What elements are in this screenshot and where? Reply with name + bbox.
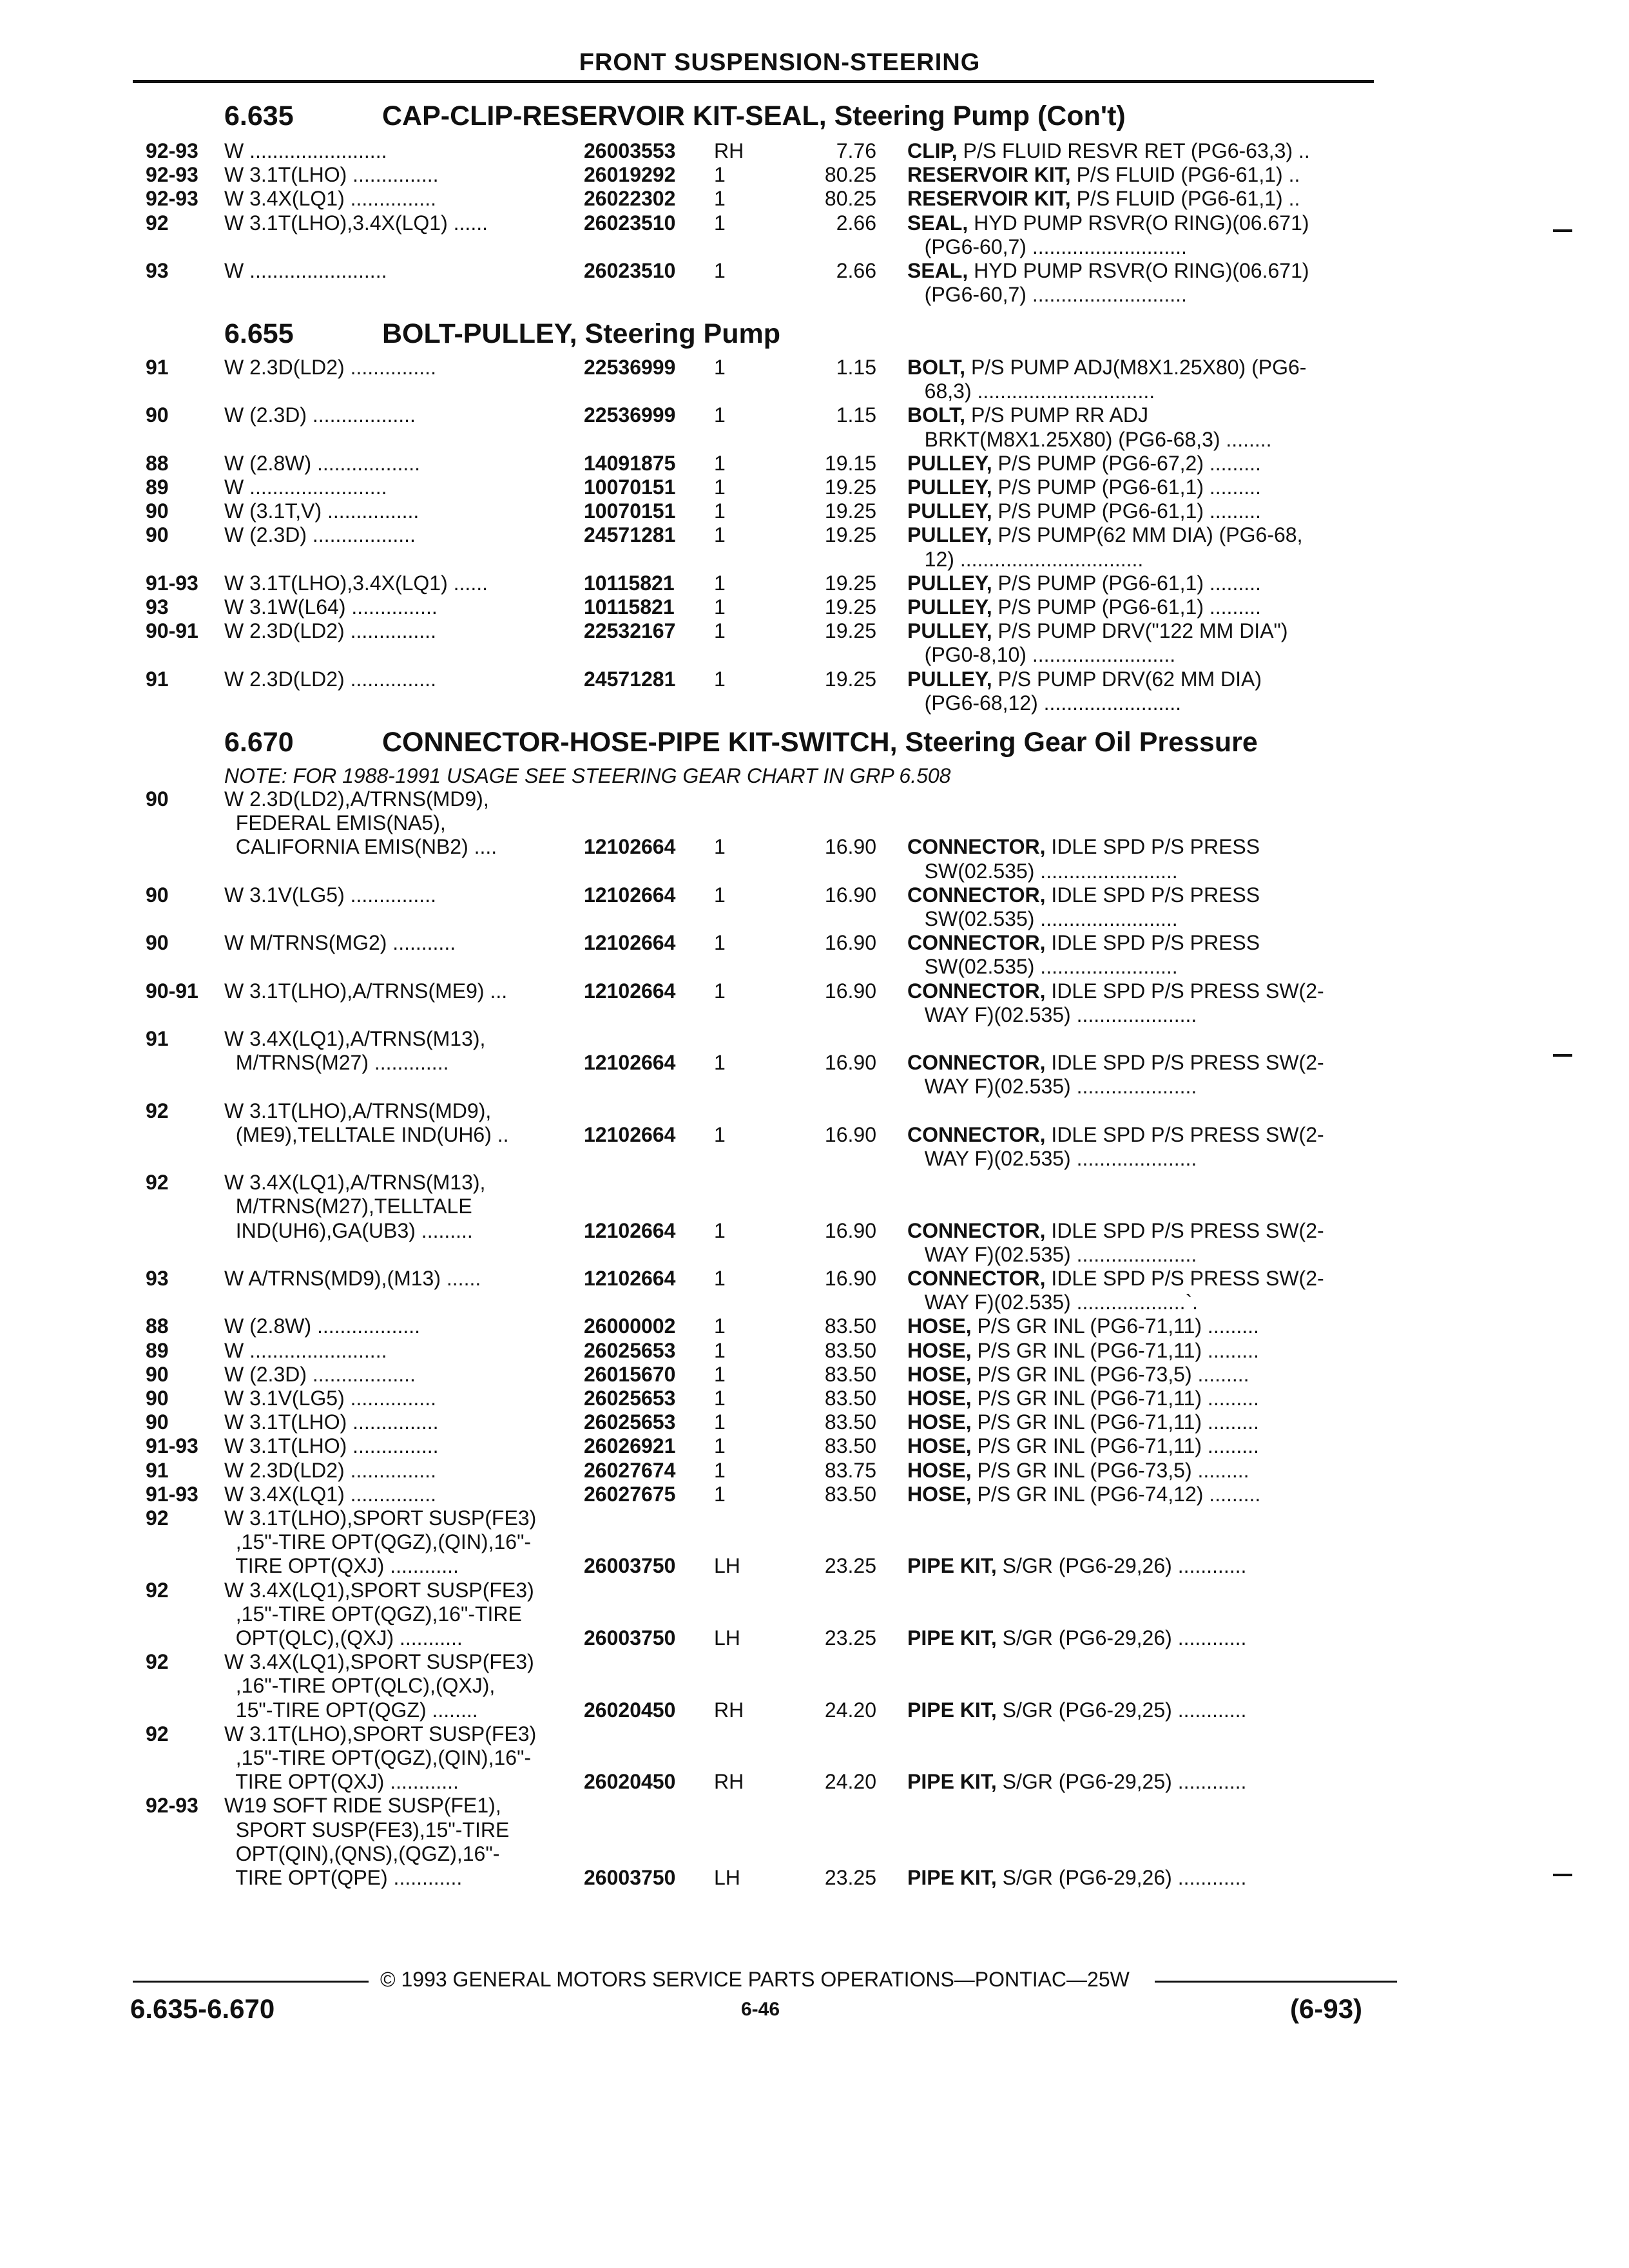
application-desc: W ........................ — [224, 476, 387, 499]
quantity: 1 — [714, 476, 726, 499]
part-number: 26020450 — [584, 1698, 676, 1722]
price: 80.25 — [824, 187, 876, 211]
part-description: SEAL, HYD PUMP RSVR(O RING)(06.671) — [907, 211, 1309, 235]
part-description: PIPE KIT, S/GR (PG6-29,26) ............ — [907, 1866, 1247, 1889]
part-number: 26025653 — [584, 1387, 676, 1410]
price: 19.25 — [824, 571, 876, 595]
part-description: (PG6-68,12) ........................ — [907, 691, 1182, 715]
part-description: HOSE, P/S GR INL (PG6-73,5) ......... — [907, 1362, 1249, 1386]
part-number: 12102664 — [584, 1267, 676, 1290]
margin-tick — [1553, 229, 1572, 232]
part-description: PIPE KIT, S/GR (PG6-29,26) ............ — [907, 1626, 1247, 1649]
model-year: 91-93 — [146, 1482, 198, 1506]
application-desc: ,15"-TIRE OPT(QGZ),16"-TIRE — [224, 1602, 522, 1626]
price: 19.25 — [824, 499, 876, 523]
price: 16.90 — [824, 979, 876, 1003]
model-year: 90 — [146, 787, 169, 811]
margin-tick — [1553, 1874, 1572, 1876]
part-description: CONNECTOR, IDLE SPD P/S PRESS SW(2- — [907, 1122, 1324, 1146]
part-number: 26003750 — [584, 1626, 676, 1649]
application-desc: W (2.3D) .................. — [224, 1362, 416, 1386]
quantity: RH — [714, 1770, 744, 1794]
part-description: HOSE, P/S GR INL (PG6-71,11) ......... — [907, 1387, 1259, 1410]
model-year: 90 — [146, 1410, 169, 1434]
part-description: HOSE, P/S GR INL (PG6-71,11) ......... — [907, 1314, 1259, 1338]
part-description: PULLEY, P/S PUMP (PG6-61,1) ......... — [907, 595, 1261, 619]
price: 83.50 — [824, 1314, 876, 1338]
part-description: PIPE KIT, S/GR (PG6-29,25) ............ — [907, 1698, 1247, 1722]
application-desc: W 3.4X(LQ1),A/TRNS(M13), — [224, 1027, 486, 1050]
part-number: 14091875 — [584, 451, 676, 475]
application-desc: TIRE OPT(QXJ) ............ — [224, 1770, 459, 1794]
model-year: 93 — [146, 1267, 169, 1290]
quantity: 1 — [714, 1387, 726, 1410]
part-description: (PG6-60,7) ........................... — [907, 235, 1187, 258]
usage-note: NOTE: FOR 1988-1991 USAGE SEE STEERING GEAR CHART IN GRP 6.508 — [224, 764, 951, 787]
part-number: 22536999 — [584, 356, 676, 379]
model-year: 92-93 — [146, 187, 198, 211]
part-number: 10070151 — [584, 499, 676, 523]
page-footer — [0, 1952, 1629, 2030]
application-desc: M/TRNS(M27) ............. — [224, 1051, 449, 1075]
part-description: BRKT(M8X1.25X80) (PG6-68,3) ........ — [907, 427, 1272, 451]
margin-tick — [1553, 1054, 1572, 1057]
section-title: CAP-CLIP-RESERVOIR KIT-SEAL, Steering Pump (Con't) — [382, 101, 1126, 131]
model-year: 91 — [146, 1458, 169, 1482]
application-desc: W A/TRNS(MD9),(M13) ...... — [224, 1267, 481, 1290]
part-number: 22532167 — [584, 619, 676, 643]
part-number: 26019292 — [584, 163, 676, 187]
part-description: CONNECTOR, IDLE SPD P/S PRESS SW(2- — [907, 1267, 1324, 1290]
model-year: 92-93 — [146, 139, 198, 162]
quantity: 1 — [714, 667, 726, 691]
model-year: 88 — [146, 1314, 169, 1338]
application-desc: OPT(QLC),(QXJ) ........... — [224, 1626, 463, 1649]
part-number: 12102664 — [584, 883, 676, 907]
part-description: CONNECTOR, IDLE SPD P/S PRESS — [907, 931, 1260, 955]
price: 16.90 — [824, 1122, 876, 1146]
part-description: RESERVOIR KIT, P/S FLUID (PG6-61,1) .. — [907, 187, 1300, 211]
model-year: 90-91 — [146, 979, 198, 1003]
part-description: PULLEY, P/S PUMP (PG6-67,2) ......... — [907, 451, 1261, 475]
quantity: 1 — [714, 499, 726, 523]
part-number: 12102664 — [584, 1122, 676, 1146]
model-year: 91 — [146, 1027, 169, 1050]
price: 1.15 — [836, 403, 876, 427]
part-description: RESERVOIR KIT, P/S FLUID (PG6-61,1) .. — [907, 163, 1300, 187]
part-description: PULLEY, P/S PUMP(62 MM DIA) (PG6-68, — [907, 523, 1303, 547]
part-number: 26026921 — [584, 1434, 676, 1458]
application-desc: W 3.4X(LQ1),SPORT SUSP(FE3) — [224, 1578, 534, 1602]
quantity: 1 — [714, 1338, 726, 1362]
application-desc: W 3.1T(LHO),SPORT SUSP(FE3) — [224, 1506, 537, 1530]
part-description: HOSE, P/S GR INL (PG6-71,11) ......... — [907, 1410, 1259, 1434]
quantity: 1 — [714, 1051, 726, 1075]
application-desc: W 3.4X(LQ1),A/TRNS(M13), — [224, 1171, 486, 1195]
part-description: SW(02.535) ........................ — [907, 859, 1178, 883]
price: 23.25 — [824, 1554, 876, 1578]
model-year: 92 — [146, 1650, 169, 1674]
application-desc: SPORT SUSP(FE3),15"-TIRE — [224, 1818, 510, 1841]
application-desc: TIRE OPT(QXJ) ............ — [224, 1554, 459, 1578]
part-description: CONNECTOR, IDLE SPD P/S PRESS — [907, 835, 1260, 859]
application-desc: W 2.3D(LD2) ............... — [224, 667, 436, 691]
part-number: 22536999 — [584, 403, 676, 427]
model-year: 92 — [146, 1578, 169, 1602]
quantity: 1 — [714, 1410, 726, 1434]
application-desc: W 3.1T(LHO) ............... — [224, 1434, 439, 1458]
quantity: 1 — [714, 1482, 726, 1506]
part-description: SEAL, HYD PUMP RSVR(O RING)(06.671) — [907, 259, 1309, 282]
application-desc: W 3.1T(LHO),3.4X(LQ1) ...... — [224, 571, 488, 595]
price: 16.90 — [824, 1051, 876, 1075]
price: 19.25 — [824, 595, 876, 619]
application-desc: OPT(QIN),(QNS),(QGZ),16"- — [224, 1841, 500, 1865]
part-description: HOSE, P/S GR INL (PG6-73,5) ......... — [907, 1458, 1249, 1482]
section-number: 6.655 — [224, 318, 294, 349]
quantity: 1 — [714, 595, 726, 619]
quantity: 1 — [714, 187, 726, 211]
model-year: 90 — [146, 403, 169, 427]
application-desc: W M/TRNS(MG2) ........... — [224, 931, 456, 955]
price: 83.50 — [824, 1338, 876, 1362]
quantity: 1 — [714, 1362, 726, 1386]
application-desc: W 3.4X(LQ1) ............... — [224, 187, 436, 211]
quantity: 1 — [714, 1434, 726, 1458]
part-description: HOSE, P/S GR INL (PG6-71,11) ......... — [907, 1338, 1259, 1362]
price: 19.25 — [824, 619, 876, 643]
model-year: 90 — [146, 499, 169, 523]
part-description: PULLEY, P/S PUMP (PG6-61,1) ......... — [907, 571, 1261, 595]
model-year: 89 — [146, 476, 169, 499]
part-number: 24571281 — [584, 523, 676, 547]
quantity: RH — [714, 139, 744, 162]
quantity: 1 — [714, 979, 726, 1003]
price: 83.75 — [824, 1458, 876, 1482]
part-number: 10115821 — [584, 595, 675, 619]
footer-rule-left — [133, 1981, 369, 1983]
application-desc: W (2.8W) .................. — [224, 1314, 421, 1338]
section-title: CONNECTOR-HOSE-PIPE KIT-SWITCH, Steering Gear Oil Pressure — [382, 727, 1258, 758]
header-rule — [133, 80, 1374, 83]
part-number: 12102664 — [584, 835, 676, 859]
quantity: RH — [714, 1698, 744, 1722]
part-description: PULLEY, P/S PUMP (PG6-61,1) ......... — [907, 499, 1261, 523]
part-number: 12102664 — [584, 1051, 676, 1075]
part-number: 26003750 — [584, 1866, 676, 1889]
part-description: (PG0-8,10) ......................... — [907, 643, 1176, 667]
application-desc: W 3.1T(LHO),3.4X(LQ1) ...... — [224, 211, 488, 235]
price: 23.25 — [824, 1866, 876, 1889]
model-year: 90 — [146, 931, 169, 955]
part-number: 10115821 — [584, 571, 675, 595]
application-desc: W (3.1T,V) ................ — [224, 499, 419, 523]
quantity: 1 — [714, 1122, 726, 1146]
quantity: 1 — [714, 211, 726, 235]
price: 83.50 — [824, 1434, 876, 1458]
part-description: CONNECTOR, IDLE SPD P/S PRESS SW(2- — [907, 979, 1324, 1003]
application-desc: W 3.1V(LG5) ............... — [224, 883, 436, 907]
part-description: WAY F)(02.535) ...................`. — [907, 1291, 1199, 1314]
model-year: 90 — [146, 1387, 169, 1410]
price: 1.15 — [836, 356, 876, 379]
quantity: 1 — [714, 931, 726, 955]
model-year: 92-93 — [146, 1794, 198, 1818]
application-desc: W 3.1T(LHO),SPORT SUSP(FE3) — [224, 1722, 537, 1745]
model-year: 91-93 — [146, 571, 198, 595]
part-description: BOLT, P/S PUMP RR ADJ — [907, 403, 1148, 427]
model-year: 92 — [146, 1099, 169, 1122]
part-number: 26027675 — [584, 1482, 676, 1506]
part-number: 26027674 — [584, 1458, 676, 1482]
quantity: 1 — [714, 163, 726, 187]
price: 83.50 — [824, 1482, 876, 1506]
part-number: 12102664 — [584, 1218, 676, 1242]
application-desc: (ME9),TELLTALE IND(UH6) .. — [224, 1122, 509, 1146]
application-desc: W ........................ — [224, 1338, 387, 1362]
application-desc: W 3.1V(LG5) ............... — [224, 1387, 436, 1410]
footer-section-range: 6.635-6.670 — [130, 1994, 275, 2024]
application-desc: W 3.1T(LHO),A/TRNS(MD9), — [224, 1099, 492, 1122]
part-description: WAY F)(02.535) ..................... — [907, 1003, 1197, 1026]
part-description: CONNECTOR, IDLE SPD P/S PRESS — [907, 883, 1260, 907]
application-desc: IND(UH6),GA(UB3) ......... — [224, 1218, 473, 1242]
quantity: 1 — [714, 523, 726, 547]
part-description: 68,3) ............................... — [907, 380, 1155, 403]
model-year: 90 — [146, 523, 169, 547]
footer-rule-right — [1155, 1981, 1397, 1983]
part-number: 26020450 — [584, 1770, 676, 1794]
price: 19.25 — [824, 667, 876, 691]
model-year: 91 — [146, 356, 169, 379]
part-number: 26023510 — [584, 211, 676, 235]
price: 24.20 — [824, 1698, 876, 1722]
model-year: 92 — [146, 1506, 169, 1530]
price: 19.25 — [824, 523, 876, 547]
quantity: 1 — [714, 883, 726, 907]
price: 83.50 — [824, 1387, 876, 1410]
model-year: 90-91 — [146, 619, 198, 643]
price: 83.50 — [824, 1410, 876, 1434]
quantity: 1 — [714, 1218, 726, 1242]
application-desc: W 2.3D(LD2),A/TRNS(MD9), — [224, 787, 489, 811]
part-description: CONNECTOR, IDLE SPD P/S PRESS SW(2- — [907, 1218, 1324, 1242]
part-description: WAY F)(02.535) ..................... — [907, 1075, 1197, 1099]
part-number: 26025653 — [584, 1410, 676, 1434]
application-desc: ,15"-TIRE OPT(QGZ),(QIN),16"- — [224, 1746, 532, 1769]
part-description: WAY F)(02.535) ..................... — [907, 1242, 1197, 1266]
quantity: LH — [714, 1554, 740, 1578]
price: 24.20 — [824, 1770, 876, 1794]
quantity: 1 — [714, 571, 726, 595]
part-description: CONNECTOR, IDLE SPD P/S PRESS SW(2- — [907, 1051, 1324, 1075]
model-year: 92 — [146, 211, 169, 235]
model-year: 93 — [146, 595, 169, 619]
application-desc: W (2.8W) .................. — [224, 451, 421, 475]
part-description: CLIP, P/S FLUID RESVR RET (PG6-63,3) .. — [907, 139, 1310, 162]
application-desc: W (2.3D) .................. — [224, 523, 416, 547]
part-description: WAY F)(02.535) ..................... — [907, 1147, 1197, 1170]
footer-page-number: 6-46 — [741, 1999, 780, 2020]
application-desc: W ........................ — [224, 259, 387, 282]
footer-copyright: © 1993 GENERAL MOTORS SERVICE PARTS OPERATIONS—PONTIAC—25W — [380, 1968, 1130, 1991]
application-desc: W 3.1W(L64) ............... — [224, 595, 438, 619]
part-description: SW(02.535) ........................ — [907, 907, 1178, 930]
part-description: HOSE, P/S GR INL (PG6-74,12) ......... — [907, 1482, 1261, 1506]
model-year: 91 — [146, 667, 169, 691]
quantity: 1 — [714, 259, 726, 282]
page-title: FRONT SUSPENSION-STEERING — [579, 49, 981, 76]
application-desc: CALIFORNIA EMIS(NB2) .... — [224, 835, 497, 859]
price: 16.90 — [824, 931, 876, 955]
part-description: 12) ................................ — [907, 547, 1144, 571]
part-description: (PG6-60,7) ........................... — [907, 283, 1187, 307]
model-year: 88 — [146, 451, 169, 475]
section-number: 6.635 — [224, 101, 294, 131]
price: 16.90 — [824, 1267, 876, 1290]
model-year: 92 — [146, 1171, 169, 1195]
quantity: 1 — [714, 1314, 726, 1338]
quantity: 1 — [714, 835, 726, 859]
part-description: PULLEY, P/S PUMP DRV("122 MM DIA") — [907, 619, 1288, 643]
part-description: PIPE KIT, S/GR (PG6-29,25) ............ — [907, 1770, 1247, 1794]
application-desc: W 2.3D(LD2) ............... — [224, 1458, 436, 1482]
model-year: 93 — [146, 259, 169, 282]
part-description: SW(02.535) ........................ — [907, 955, 1178, 979]
part-number: 12102664 — [584, 979, 676, 1003]
application-desc: M/TRNS(M27),TELLTALE — [224, 1195, 472, 1218]
application-desc: W 3.1T(LHO),A/TRNS(ME9) ... — [224, 979, 508, 1003]
part-number: 26023510 — [584, 259, 676, 282]
part-description: HOSE, P/S GR INL (PG6-71,11) ......... — [907, 1434, 1259, 1458]
price: 16.90 — [824, 835, 876, 859]
footer-edition: (6-93) — [1290, 1994, 1363, 2024]
price: 16.90 — [824, 883, 876, 907]
model-year: 89 — [146, 1338, 169, 1362]
price: 80.25 — [824, 163, 876, 187]
price: 83.50 — [824, 1362, 876, 1386]
price: 7.76 — [836, 139, 876, 162]
application-desc: W19 SOFT RIDE SUSP(FE1), — [224, 1794, 501, 1818]
application-desc: ,15"-TIRE OPT(QGZ),(QIN),16"- — [224, 1530, 532, 1554]
application-desc: W 2.3D(LD2) ............... — [224, 619, 436, 643]
price: 19.15 — [824, 451, 876, 475]
application-desc: W 3.4X(LQ1) ............... — [224, 1482, 436, 1506]
application-desc: W 3.4X(LQ1),SPORT SUSP(FE3) — [224, 1650, 534, 1674]
part-number: 26003750 — [584, 1554, 676, 1578]
application-desc: W ........................ — [224, 139, 387, 162]
section-title: BOLT-PULLEY, Steering Pump — [382, 318, 780, 349]
quantity: 1 — [714, 619, 726, 643]
application-desc: W 3.1T(LHO) ............... — [224, 163, 439, 187]
application-desc: TIRE OPT(QPE) ............ — [224, 1866, 463, 1889]
application-desc: W 2.3D(LD2) ............... — [224, 356, 436, 379]
part-description: PIPE KIT, S/GR (PG6-29,26) ............ — [907, 1554, 1247, 1578]
price: 2.66 — [836, 211, 876, 235]
application-desc: FEDERAL EMIS(NA5), — [224, 811, 446, 835]
part-number: 12102664 — [584, 931, 676, 955]
quantity: 1 — [714, 1267, 726, 1290]
part-number: 24571281 — [584, 667, 676, 691]
quantity: LH — [714, 1626, 740, 1649]
model-year: 91-93 — [146, 1434, 198, 1458]
quantity: 1 — [714, 403, 726, 427]
price: 19.25 — [824, 476, 876, 499]
application-desc: ,16"-TIRE OPT(QLC),(QXJ), — [224, 1674, 496, 1698]
application-desc: W (2.3D) .................. — [224, 403, 416, 427]
part-description: PULLEY, P/S PUMP (PG6-61,1) ......... — [907, 476, 1261, 499]
part-number: 26022302 — [584, 187, 676, 211]
model-year: 90 — [146, 883, 169, 907]
model-year: 92-93 — [146, 163, 198, 187]
part-number: 10070151 — [584, 476, 676, 499]
price: 16.90 — [824, 1218, 876, 1242]
part-description: PULLEY, P/S PUMP DRV(62 MM DIA) — [907, 667, 1262, 691]
part-number: 26000002 — [584, 1314, 676, 1338]
quantity: 1 — [714, 451, 726, 475]
model-year: 92 — [146, 1722, 169, 1745]
part-description: BOLT, P/S PUMP ADJ(M8X1.25X80) (PG6- — [907, 356, 1307, 379]
quantity: LH — [714, 1866, 740, 1889]
part-number: 26015670 — [584, 1362, 676, 1386]
price: 2.66 — [836, 259, 876, 282]
quantity: 1 — [714, 1458, 726, 1482]
application-desc: W 3.1T(LHO) ............... — [224, 1410, 439, 1434]
price: 23.25 — [824, 1626, 876, 1649]
model-year: 90 — [146, 1362, 169, 1386]
quantity: 1 — [714, 356, 726, 379]
part-number: 26003553 — [584, 139, 676, 162]
section-number: 6.670 — [224, 727, 294, 758]
application-desc: 15"-TIRE OPT(QGZ) ........ — [224, 1698, 478, 1722]
part-number: 26025653 — [584, 1338, 676, 1362]
